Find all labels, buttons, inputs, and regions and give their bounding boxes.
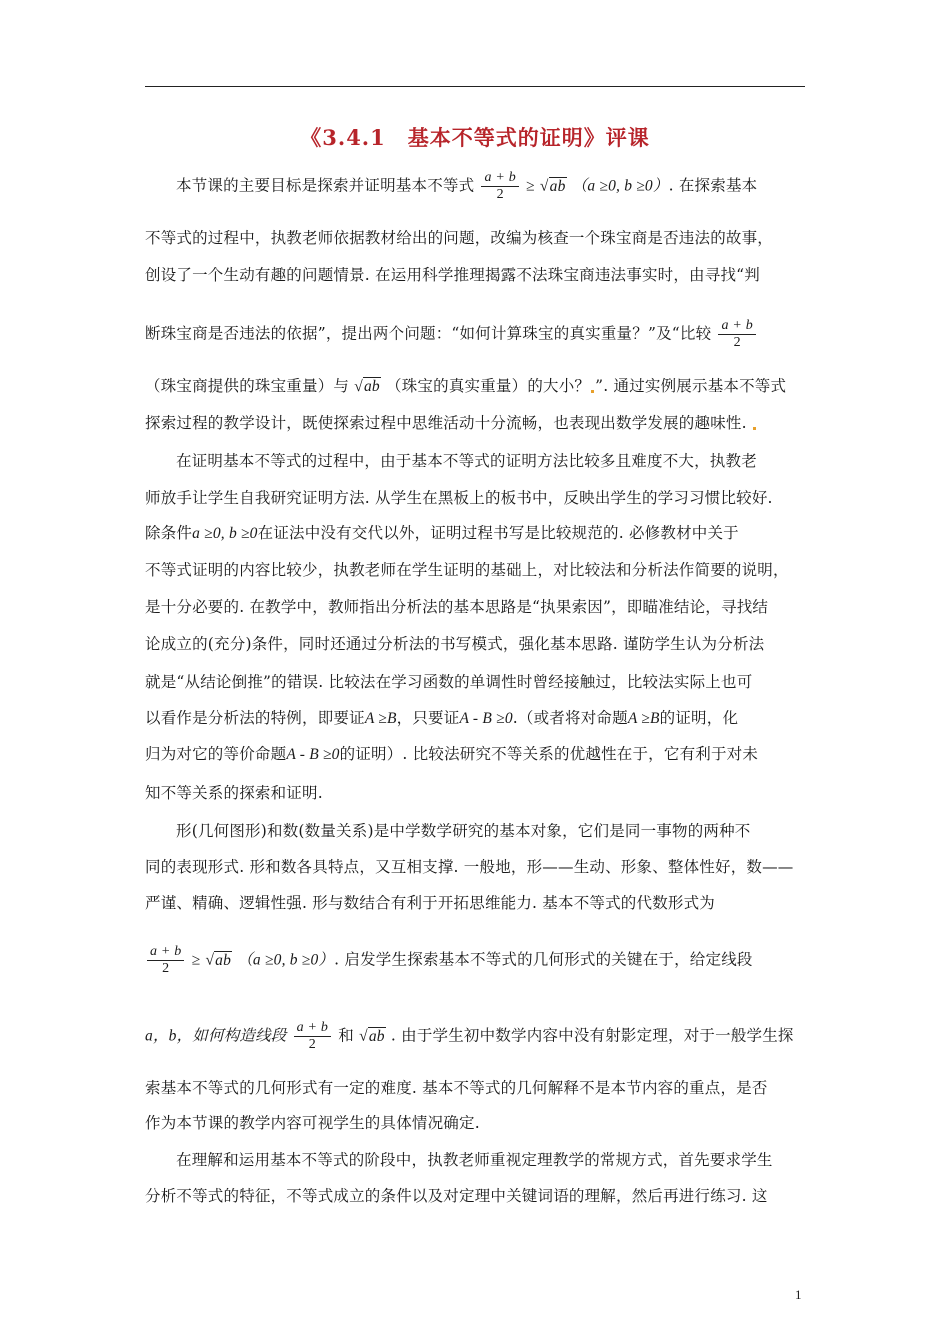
p1-line6: 探索过程的教学设计，既使探索过程中思维活动十分流畅，也表现出数学发展的趣味性. (145, 411, 810, 433)
p2-line5: 是十分必要的. 在教学中，教师指出分析法的基本思路是“执果索因”，即瞄准结论，寻找结 (145, 598, 769, 616)
p2-line4: 不等式证明的内容比较少，执教老师在学生证明的基础上，对比较法和分析法作简要的说明， (145, 561, 789, 579)
fraction-a-plus-b-over-2: $\frac{a + b}{2}$ (147, 944, 184, 977)
p2-line7: 就是“从结论倒推”的错误. 比较法在学习函数的单调性时曾经接触过，比较法实际上也可 (145, 673, 753, 691)
fraction-a-plus-b-over-2: $\frac{a + b}{2}$ (718, 318, 755, 351)
p2-line9: 归为对它的等价命题A - B ≥0的证明）. 比较法研究不等关系的优越性在于，它有利于对未 (145, 745, 759, 763)
p1-line5: （珠宝商提供的珠宝重量）与 √ab （珠宝的真实重量）的大小？ ”. 通过实例展示基本不等式 (145, 377, 787, 395)
p1-line1: 本节课的主要目标是探索并证明基本不等式 $\frac{a + b}{2}$ ≥ √ab （a ≥0, b ≥0）. 在探索基本 (176, 170, 758, 203)
fraction-a-plus-b-over-2: $\frac{a + b}{2}$ (481, 170, 518, 203)
sqrt-ab: √ab (539, 177, 566, 195)
p2-line2: 师放手让学生自我研究证明方法. 从学生在黑板上的板书中，反映出学生的学习习惯比较好. (145, 489, 773, 507)
header-rule (145, 86, 805, 87)
sqrt-ab: √ab (205, 951, 232, 969)
p4-line2: 分析不等式的特征，不等式成立的条件以及对定理中关键词语的理解，然后再进行练习. 这 (145, 1187, 768, 1205)
p1-line3: 创设了一个生动有趣的问题情景. 在运用科学推理揭露不法珠宝商违法事实时，由寻找“判 (145, 266, 760, 284)
p2-line1: 在证明基本不等式的过程中，由于基本不等式的证明方法比较多且难度不大，执教老 (176, 452, 757, 470)
p3-line7: 作为本节课的教学内容可视学生的具体情况确定. (145, 1114, 480, 1132)
p4-line1: 在理解和运用基本不等式的阶段中，执教老师重视定理教学的常规方式，首先要求学生 (176, 1151, 773, 1169)
p3-line2: 同的表现形式. 形和数各具特点，又互相支撑. 一般地，形——生动、形象、整体性好，数—— (145, 858, 794, 876)
p2-line3: 除条件a ≥0, b ≥0在证法中没有交代以外，证明过程书写是比较规范的. 必修教材中关于 (145, 524, 739, 542)
p1-line2: 不等式的过程中，执教老师依据教材给出的问题，改编为核查一个珠宝商是否违法的故事， (145, 229, 774, 247)
document-title: 《3.4.1 基本不等式的证明》评课 (300, 125, 650, 150)
sqrt-ab: √ab (359, 1027, 385, 1045)
fraction-a-plus-b-over-2: $\frac{a + b}{2}$ (294, 1020, 331, 1053)
orange-dot-mark (753, 427, 756, 430)
p3-line4: $\frac{a + b}{2}$ ≥ √ab （a ≥0, b ≥0）. 启发学生探索基本不等式的几何形式的关键在于，给定线段 (145, 944, 810, 977)
p2-line8: 以看作是分析法的特例，即要证A ≥B，只要证A - B ≥0.（或者将对命题A ≥B的证明，化 (145, 709, 739, 727)
p1-line4: 断珠宝商是否违法的依据”，提出两个问题：“如何计算珠宝的真实重量？”及“比较 $\frac{a + b}{2}$ (145, 318, 810, 351)
p3-line6: 索基本不等式的几何形式有一定的难度. 基本不等式的几何解释不是本节内容的重点，是否 (145, 1079, 768, 1097)
sqrt-ab: √ab (354, 378, 380, 395)
orange-dot-mark (591, 390, 594, 393)
p2-line6: 论成立的(充分)条件，同时还通过分析法的书写模式，强化基本思路. 谨防学生认为分析法 (145, 635, 765, 653)
p3-line1: 形(几何图形)和数(数量关系)是中学数学研究的基本对象，它们是同一事物的两种不 (176, 822, 751, 840)
page-number: 1 (795, 1287, 802, 1302)
p3-line3: 严谨、精确、逻辑性强. 形与数结合有利于开拓思维能力. 基本不等式的代数形式为 (145, 894, 716, 912)
p2-line10: 知不等关系的探索和证明. (145, 784, 323, 802)
p3-line5: a，b，如何构造线段 $\frac{a + b}{2}$ 和 √ab . 由于学生初中数学内容中没有射影定理，对于一般学生探 (145, 1020, 794, 1053)
